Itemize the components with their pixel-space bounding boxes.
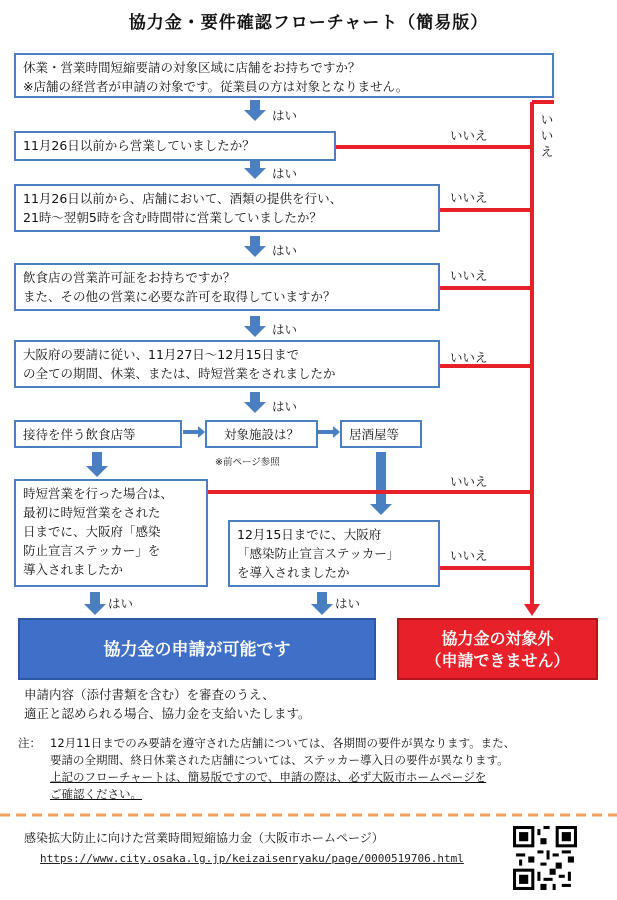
question-business-license xyxy=(14,263,440,311)
yes-label: はい xyxy=(108,596,134,611)
result-not-eligible: 協力金の対象外 （申請できません） xyxy=(397,618,598,680)
no-label: いいえ xyxy=(450,350,488,365)
homepage-link[interactable]: https://www.city.osaka.lg.jp/keizaisenryaku/page/0000519706.html xyxy=(40,852,464,865)
question-alcohol-service xyxy=(14,184,440,232)
q4-line1: 飲食店の営業許可証をお持ちですか？ xyxy=(23,270,236,285)
facility-izakaya: 居酒屋等 xyxy=(340,420,422,448)
question-opened-before xyxy=(14,131,336,161)
yes-label: はい xyxy=(272,322,298,337)
no-label: いいえ xyxy=(450,268,488,283)
note-prefix: 注： xyxy=(18,736,41,750)
no-label-vertical: い い え xyxy=(540,112,554,159)
no-label: いいえ xyxy=(450,474,488,489)
q5-line1: 大阪府の要請に従い、11月27日～12月15日まで xyxy=(23,347,300,362)
facility-question: 対象施設は？ xyxy=(205,420,318,448)
q1-line2: ※店舗の経営者が申請の対象です。従業員の方は対象となりません。 xyxy=(23,79,409,94)
question-sticker-first-day: 時短営業を行った場合は、 最初に時短営業をされた 日までに、大阪府「感染 防止宣言ステッカー」を 導入されましたか xyxy=(14,479,208,587)
facility-hostess-venue: 接待を伴う飲食店等 xyxy=(14,420,182,448)
q5-line2: の全ての期間、休業、または、時短営業をされましたか xyxy=(23,366,336,381)
q4-line2: また、その他の営業に必要な許可を取得していますか？ xyxy=(23,289,336,304)
yes-label: はい xyxy=(272,399,298,414)
review-text: 申請内容（添付書類を含む）を審査のうえ、 適正と認められる場合、協力金を支給いたします。 xyxy=(24,687,311,721)
result-eligible: 協力金の申請が可能です xyxy=(18,618,376,680)
q1-line1: 休業・営業時間短縮要請の対象区域に店舗をお持ちですか？ xyxy=(23,60,361,75)
yes-label: はい xyxy=(272,243,298,258)
q3-line2: 21時～翌朝5時を含む時間帯に営業していましたか？ xyxy=(23,210,322,225)
question-followed-request xyxy=(14,340,440,388)
qr-code-icon xyxy=(513,826,577,890)
yes-label: はい xyxy=(272,166,298,181)
footer-caption: 感染拡大防止に向けた営業時間短縮協力金（大阪市ホームページ） xyxy=(24,831,384,845)
page-title: 協力金・要件確認フローチャート（簡易版） xyxy=(128,13,489,33)
q3-line1: 11月26日以前から、店舗において、酒類の提供を行い、 xyxy=(23,191,343,206)
question-sticker-dec15: 12月15日までに、大阪府 「感染防止宣言ステッカー」 を導入されましたか xyxy=(228,520,440,587)
yes-label: はい xyxy=(335,596,361,611)
facility-note: ※前ページ参照 xyxy=(215,457,280,468)
note-text: 12月11日までのみ要請を遵守された店舗については、各期間の要件が異なります。また、 要請の全期間、終日休業された店舗については、ステッカー導入日の要件が異なります。 上記のフローチャートは、簡易版ですので、申請の際は、必ず大阪市ホームページを ご確認ください。 xyxy=(50,736,516,801)
yes-label: はい xyxy=(272,108,298,123)
no-label: いいえ xyxy=(450,190,488,205)
no-label: いいえ xyxy=(450,548,488,563)
question-target-area xyxy=(14,53,554,98)
q2-line1: 11月26日以前から営業していましたか？ xyxy=(23,138,255,153)
no-label: いいえ xyxy=(450,128,488,143)
